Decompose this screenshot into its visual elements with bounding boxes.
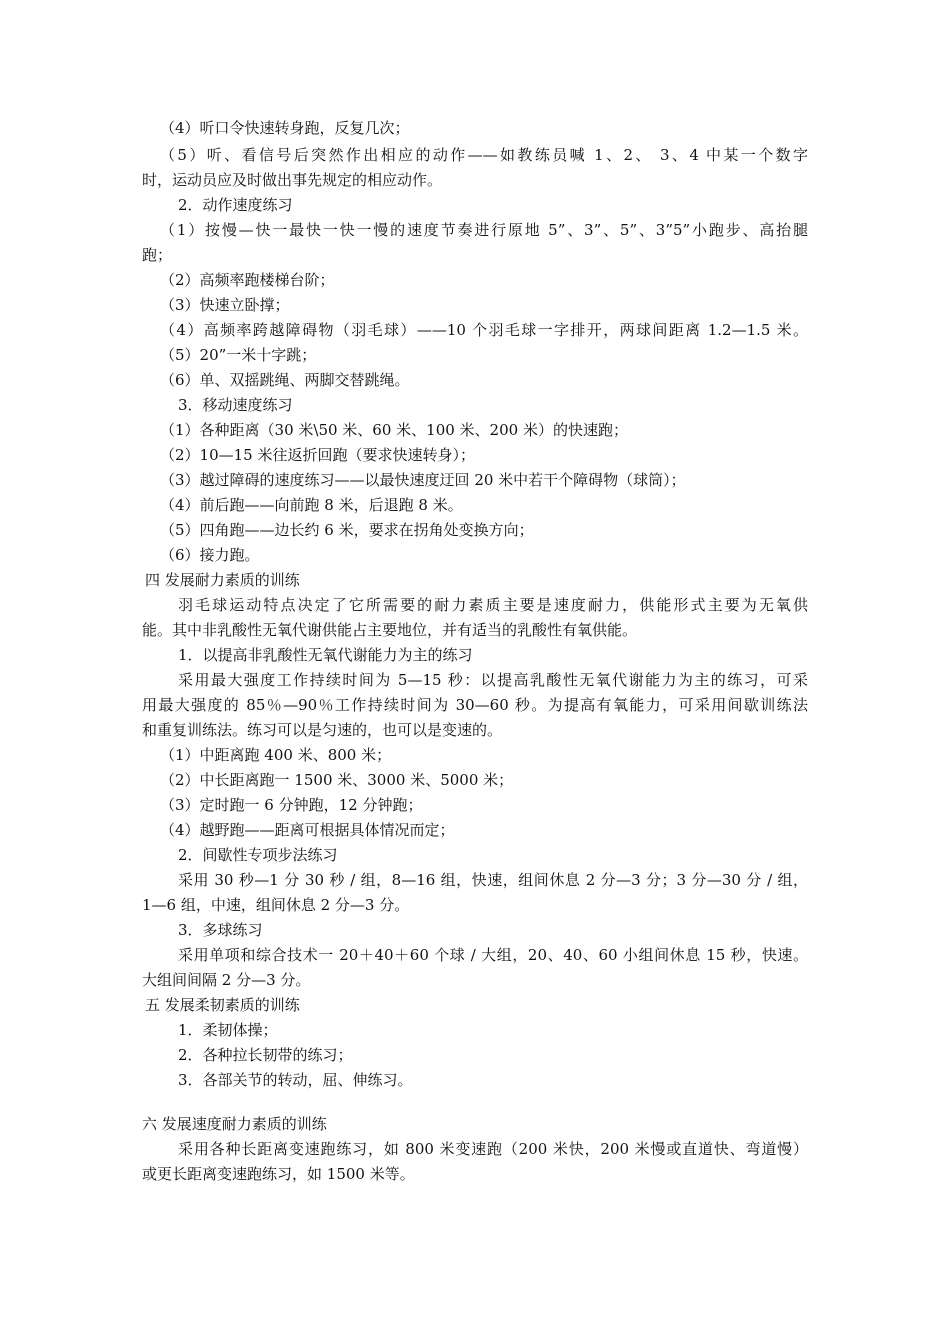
multi-shuttle-paragraph-line-2: 大组间间隔 2 分—3 分。 (142, 971, 311, 989)
item-3-timed-run: （3）定时跑一 6 分钟跑，12 分钟跑； (160, 796, 423, 814)
item-2-stairs: （2）高频率跑楼梯台阶； (160, 271, 335, 289)
item-1-middle-distance: （1）中距离跑 400 米、800 米； (160, 746, 392, 764)
item-4-turn-run: （4）听口令快速转身跑，反复几次； (160, 119, 410, 137)
section-heading-endurance: 四 发展耐力素质的训练 (145, 571, 300, 589)
heading-multi-shuttle: 3．多球练习 (178, 921, 263, 939)
item-2-long-distance: （2）中长距离跑一 1500 米、3000 米、5000 米； (160, 771, 514, 789)
item-5-signal-reaction: （5）听、看信号后突然作出相应的动作——如教练员喊 1、2、 3、4 中某一个数字 (160, 146, 808, 164)
heading-action-speed: 2．动作速度练习 (178, 196, 293, 214)
item-1-continuation: 跑； (142, 246, 173, 264)
speed-endurance-paragraph-line-1: 采用各种长距离变速跑练习，如 800 米变速跑（200 米快，200 米慢或直道快、弯道慢） (178, 1140, 808, 1158)
item-3-obstacle-speed: （3）越过障碍的速度练习——以最快速度迂回 20 米中若干个障碍物（球筒）； (160, 471, 686, 489)
endurance-paragraph-line-2: 能。其中非乳酸性无氧代谢供能占主要地位，并有适当的乳酸性有氧供能。 (142, 621, 638, 639)
heading-anaerobic-training: 1．以提高非乳酸性无氧代谢能力为主的练习 (178, 646, 473, 664)
flexibility-item-1: 1．柔韧体操； (178, 1021, 278, 1039)
item-4-cross-country: （4）越野跑——距离可根据具体情况而定； (160, 821, 455, 839)
item-4-obstacle-jump: （4）高频率跨越障碍物（羽毛球）——10 个羽毛球一字排开，两球间距离 1.2—1.5 米。 (160, 321, 808, 339)
item-4-forward-back-run: （4）前后跑——向前跑 8 米，后退跑 8 米。 (160, 496, 463, 514)
flexibility-item-3: 3．各部关节的转动，屈、伸练习。 (178, 1071, 413, 1089)
anaerobic-paragraph-line-2: 用最大强度的 85％—90％工作持续时间为 30—60 秒。为提高有氧能力，可采用间歇训练法 (142, 696, 808, 714)
multi-shuttle-paragraph-line-1: 采用单项和综合技术一 20＋40＋60 个球 / 大组，20、40、60 小组间休息 15 秒，快速。 (178, 946, 808, 964)
item-3-burpee: （3）快速立卧撑； (160, 296, 290, 314)
endurance-paragraph-line-1: 羽毛球运动特点决定了它所需要的耐力素质主要是速度耐力，供能形式主要为无氧供 (178, 596, 808, 614)
section-heading-flexibility: 五 发展柔韧素质的训练 (145, 996, 300, 1014)
item-5-cross-jump: （5）20”一米十字跳； (160, 346, 317, 364)
interval-paragraph-line-2: 1—6 组，中速，组间休息 2 分—3 分。 (142, 896, 410, 914)
interval-paragraph-line-1: 采用 30 秒—1 分 30 秒 / 组，8—16 组，快速，组间休息 2 分—3 分；3 分—30 分 / 组， (178, 871, 808, 889)
item-1-rhythm-run: （1）按慢—快一最快一快一慢的速度节奏进行原地 5”、3”、5”、3”5”小跑步、高抬腿 (160, 221, 808, 239)
section-heading-speed-endurance: 六 发展速度耐力素质的训练 (142, 1115, 327, 1133)
heading-movement-speed: 3．移动速度练习 (178, 396, 293, 414)
item-2-shuttle-run: （2）10—15 米往返折回跑（要求快速转身）； (160, 446, 475, 464)
item-6-relay: （6）接力跑。 (160, 546, 260, 564)
speed-endurance-paragraph-line-2: 或更长距离变速跑练习，如 1500 米等。 (142, 1165, 415, 1183)
heading-interval-footwork: 2．间歇性专项步法练习 (178, 846, 338, 864)
item-1-sprints: （1）各种距离（30 米\50 米、60 米、100 米、200 米）的快速跑； (160, 421, 628, 439)
anaerobic-paragraph-line-1: 采用最大强度工作持续时间为 5—15 秒：以提高乳酸性无氧代谢能力为主的练习，可采 (178, 671, 808, 689)
item-5-four-corner-run: （5）四角跑——边长约 6 米，要求在拐角处变换方向； (160, 521, 534, 539)
item-6-rope-skip: （6）单、双摇跳绳、两脚交替跳绳。 (160, 371, 410, 389)
anaerobic-paragraph-line-3: 和重复训练法。练习可以是匀速的，也可以是变速的。 (142, 721, 503, 739)
flexibility-item-2: 2．各种拉长韧带的练习； (178, 1046, 353, 1064)
item-5-continuation: 时，运动员应及时做出事先规定的相应动作。 (142, 171, 443, 189)
